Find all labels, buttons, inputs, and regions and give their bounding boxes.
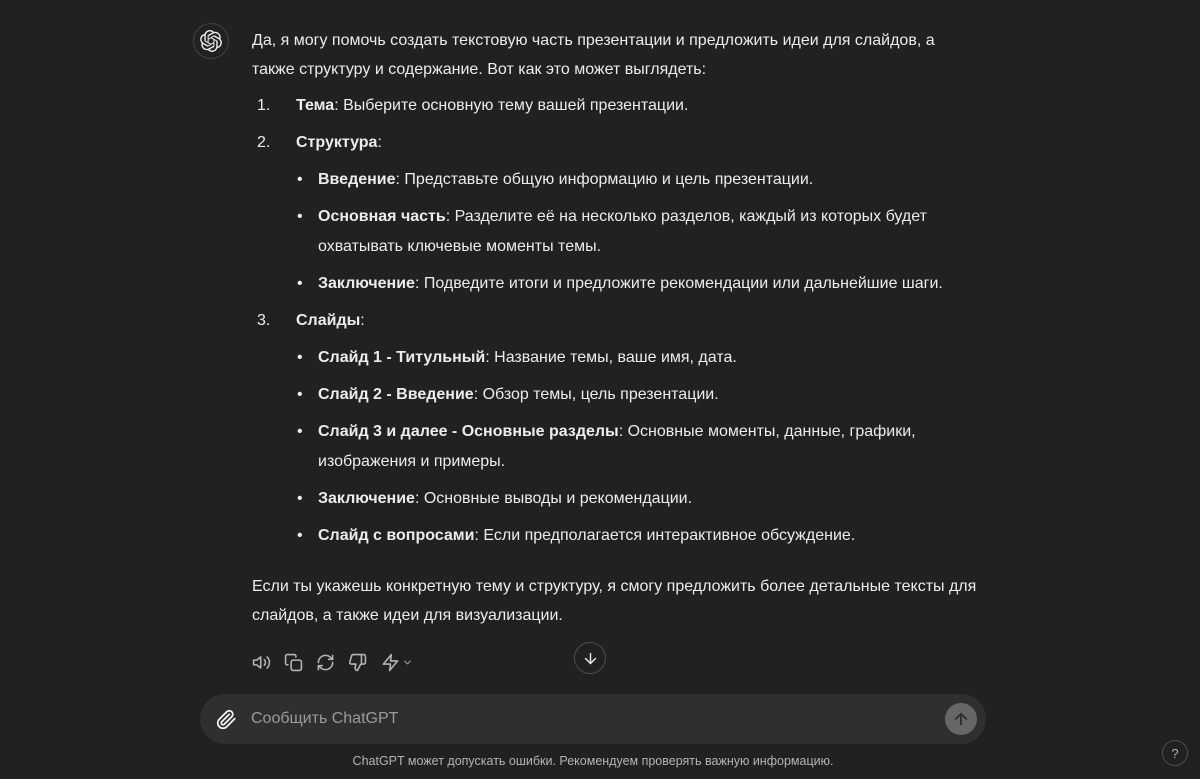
openai-logo-icon (200, 30, 222, 52)
bullet-item-term: Заключение (318, 490, 415, 507)
send-button[interactable] (945, 703, 977, 735)
copy-button[interactable] (278, 647, 309, 677)
bullet-item-rest: : Основные моменты, данные, графики, изображения и примеры. (318, 423, 916, 470)
list-item-text (296, 97, 688, 114)
message-actions (246, 647, 981, 677)
bullet-item-rest: : Разделите её на несколько разделов, каждый из которых будет охватывать ключевые моменты темы. (318, 208, 927, 255)
list-item (252, 91, 981, 121)
lightning-icon (381, 653, 400, 672)
arrow-up-icon (952, 710, 970, 728)
regenerate-icon (316, 653, 335, 672)
bullet-item-text (318, 386, 719, 403)
bullet-item-text (318, 208, 927, 255)
bullet-item-text (318, 423, 916, 470)
bullet-item-term: Слайд 3 и далее - Основные разделы (318, 423, 619, 440)
list-number: 3. (257, 312, 271, 329)
bullet-item-term: Введение (318, 171, 396, 188)
thumbs-down-icon (348, 653, 367, 672)
bullet-item-term: Слайд с вопросами (318, 527, 475, 544)
bullet-icon: • (297, 386, 303, 403)
assistant-avatar (193, 23, 229, 59)
bullet-item (296, 484, 981, 514)
assistant-message (193, 23, 985, 677)
bullet-item (296, 202, 981, 262)
bullet-item (296, 380, 981, 410)
attach-file-button[interactable] (209, 702, 243, 736)
bullet-item-text (318, 275, 943, 292)
list-item-rest: : (360, 312, 365, 329)
bullet-icon: • (297, 171, 303, 188)
numbered-list (252, 91, 981, 551)
bullet-icon: • (297, 490, 303, 507)
read-aloud-button[interactable] (246, 647, 277, 677)
assistant-message-content (252, 23, 981, 677)
bullet-item (296, 165, 981, 195)
list-item-text (296, 134, 382, 151)
list-item-term: Слайды (296, 312, 361, 329)
bullet-item-rest: : Основные выводы и рекомендации. (414, 490, 693, 507)
bullet-item-rest: : Подведите итоги и предложите рекомендации или дальнейшие шаги. (414, 275, 943, 292)
message-input[interactable] (243, 710, 945, 728)
bullet-icon: • (297, 349, 303, 366)
list-item-rest: : (377, 134, 382, 151)
bullet-item-rest: : Название темы, ваше имя, дата. (485, 349, 737, 366)
bullet-item-text (318, 171, 813, 188)
bullet-icon: • (297, 527, 303, 544)
bullet-item-term: Заключение (318, 275, 415, 292)
message-composer (200, 694, 986, 744)
scroll-to-bottom-button[interactable] (574, 642, 606, 674)
list-number: 2. (257, 134, 271, 151)
bullet-item-term: Основная часть (318, 208, 446, 225)
bullet-item (296, 269, 981, 299)
list-number: 1. (257, 97, 271, 114)
bullet-item-term: Слайд 2 - Введение (318, 386, 474, 403)
message-intro: Да, я могу помочь создать текстовую часть презентации и предложить идеи для слайдов, а также структуру и содержание. Вот как это может выглядеть: (252, 32, 935, 78)
copy-icon (284, 653, 303, 672)
switch-model-button[interactable] (374, 647, 420, 677)
message-outro: Если ты укажешь конкретную тему и структуру, я смогу предложить более детальные тексты для слайдов, а также идеи для визуализации. (252, 578, 977, 624)
bullet-icon: • (297, 423, 303, 440)
bullet-icon: • (297, 208, 303, 225)
bullet-list (296, 165, 981, 299)
bullet-item-rest: : Обзор темы, цель презентации. (473, 386, 719, 403)
help-button[interactable]: ? (1162, 740, 1188, 766)
chevron-down-icon (402, 657, 413, 668)
bullet-item-text (318, 527, 855, 544)
arrow-down-icon (582, 650, 599, 667)
paperclip-icon (216, 709, 237, 730)
list-item-term: Тема (296, 97, 335, 114)
bullet-item-term: Слайд 1 - Титульный (318, 349, 486, 366)
bad-response-button[interactable] (342, 647, 373, 677)
bullet-item-text (318, 349, 737, 366)
list-item-term: Структура (296, 134, 378, 151)
bullet-icon: • (297, 275, 303, 292)
list-item (252, 128, 981, 299)
list-item-text (296, 312, 365, 329)
bullet-list (296, 343, 981, 551)
bullet-item (296, 417, 981, 477)
disclaimer-text: ChatGPT может допускать ошибки. Рекомендуем проверять важную информацию. (352, 754, 834, 768)
bullet-item-rest: : Представьте общую информацию и цель презентации. (395, 171, 814, 188)
bullet-item-rest: : Если предполагается интерактивное обсуждение. (474, 527, 856, 544)
bullet-item (296, 343, 981, 373)
list-item-rest: : Выберите основную тему вашей презентации. (334, 97, 689, 114)
regenerate-button[interactable] (310, 647, 341, 677)
speaker-icon (252, 653, 271, 672)
bullet-item (296, 521, 981, 551)
bullet-item-text (318, 490, 692, 507)
list-item (252, 306, 981, 551)
